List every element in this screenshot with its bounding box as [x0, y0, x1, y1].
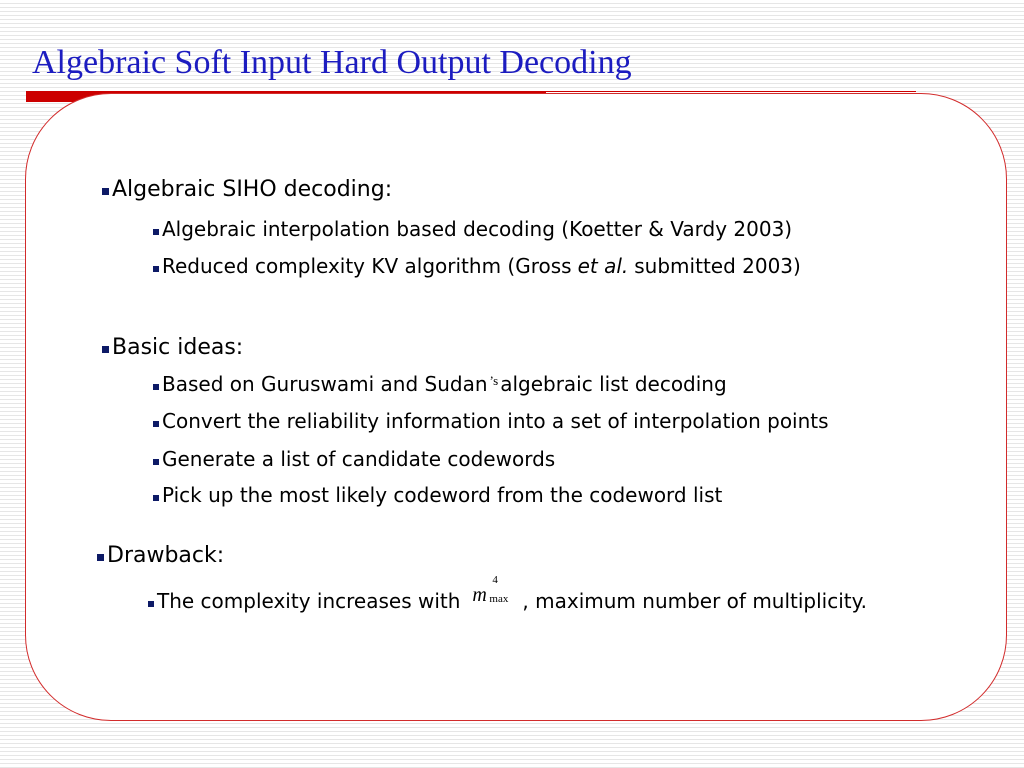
math-expression	[472, 574, 522, 608]
square-bullet-icon	[97, 554, 104, 561]
item-text: algebraic list decoding	[500, 372, 727, 396]
square-bullet-icon	[102, 346, 109, 353]
title-underline-thin	[546, 91, 916, 92]
item-text: submitted 2003)	[634, 254, 801, 278]
math-subscript: max	[489, 593, 509, 605]
heading-text: Drawback:	[107, 543, 225, 568]
item-text: , maximum number of multiplicity.	[522, 589, 867, 613]
bullet-item	[148, 574, 867, 613]
math-base: m	[472, 584, 487, 606]
item-italic-text: et al.	[577, 254, 629, 278]
square-bullet-icon	[102, 188, 109, 195]
item-text: Reduced complexity KV algorithm (Gross	[162, 254, 572, 278]
bullet-item	[153, 372, 727, 396]
slide-title: Algebraic Soft Input Hard Output Decoding	[32, 44, 632, 81]
square-bullet-icon	[148, 601, 154, 607]
item-text: Algebraic interpolation based decoding (Koetter & Vardy 2003)	[162, 217, 793, 241]
bullet-item	[153, 447, 555, 471]
square-bullet-icon	[153, 421, 159, 427]
bullet-item	[153, 483, 722, 507]
heading-text: Basic ideas:	[112, 335, 244, 360]
square-bullet-icon	[153, 266, 159, 272]
square-bullet-icon	[153, 384, 159, 390]
square-bullet-icon	[153, 495, 159, 501]
item-text: Based on Guruswami and Sudan	[162, 372, 488, 396]
item-text: The complexity increases with	[157, 589, 461, 613]
bullet-item	[153, 254, 801, 278]
math-superscript: 4	[492, 574, 498, 586]
section-heading-drawback	[97, 543, 224, 568]
item-text: Convert the reliability information into a set of interpolation points	[162, 409, 829, 433]
section-heading-siho	[102, 177, 392, 202]
bullet-item	[153, 409, 829, 433]
item-text: Generate a list of candidate codewords	[162, 447, 556, 471]
heading-text: Algebraic SIHO decoding:	[112, 177, 393, 202]
item-apostrophe-text: ’s	[489, 373, 499, 388]
item-text: Pick up the most likely codeword from the codeword list	[162, 483, 723, 507]
square-bullet-icon	[153, 459, 159, 465]
bullet-item	[153, 217, 792, 241]
section-heading-basic-ideas	[102, 335, 243, 360]
square-bullet-icon	[153, 229, 159, 235]
